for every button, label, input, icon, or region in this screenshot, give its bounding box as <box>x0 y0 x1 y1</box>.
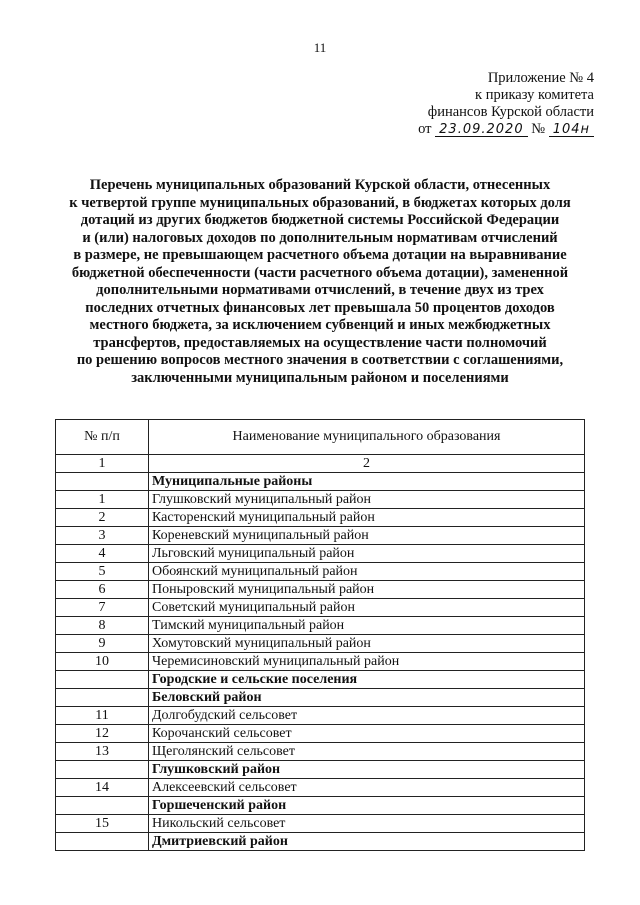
row-number: 6 <box>56 581 149 599</box>
row-number: 9 <box>56 635 149 653</box>
title-line: в размере, не превышающем расчетного объема дотации на выравнивание <box>73 247 567 263</box>
row-number <box>56 797 149 815</box>
title-line: заключенными муниципальным районом и поселениями <box>131 369 509 386</box>
row-number <box>56 689 149 707</box>
page-number: 11 <box>313 40 327 55</box>
table-row <box>56 635 585 653</box>
appendix-title: Приложение № 4 <box>487 70 594 86</box>
row-name: Муниципальные районы <box>149 473 585 491</box>
title-line: дотаций из других бюджетов бюджетной системы Российской Федерации <box>80 212 560 228</box>
title-line: бюджетной обеспеченности (части расчетного объема дотации), замененной <box>71 264 569 281</box>
title-line: местного бюджета, за исключением субвенций и иных межбюджетных <box>89 317 551 333</box>
title-line: по решению вопросов местного значения в соответствии с соглашениями, <box>76 352 564 368</box>
handwritten-date: 23.09.2020 <box>435 123 527 137</box>
table-row <box>56 743 585 761</box>
row-name: Городские и сельские поселения <box>149 671 585 689</box>
document-title <box>40 177 600 387</box>
row-number: 14 <box>56 779 149 797</box>
row-name: Льговский муниципальный район <box>149 545 585 563</box>
row-name: Долгобудский сельсовет <box>149 707 585 725</box>
row-number: 4 <box>56 545 149 563</box>
table-row <box>56 509 585 527</box>
row-number <box>56 671 149 689</box>
table-header-row <box>56 420 585 455</box>
row-number: 3 <box>56 527 149 545</box>
title-line: последних отчетных финансовых лет превышала 50 процентов доходов <box>85 299 555 316</box>
row-number: 1 <box>56 491 149 509</box>
column-index-row <box>56 455 585 473</box>
appendix-date-line <box>418 121 594 138</box>
row-number: 12 <box>56 725 149 743</box>
row-name: Глушковский район <box>149 761 585 779</box>
row-name: Горшеченский район <box>149 797 585 815</box>
table-row <box>56 779 585 797</box>
appendix-order-ref: к приказу комитета <box>475 87 594 103</box>
row-name: Кореневский муниципальный район <box>149 527 585 545</box>
title-line: Перечень муниципальных образований Курской области, отнесенных <box>89 177 551 193</box>
row-name: Алексеевский сельсовет <box>149 779 585 797</box>
table-row <box>56 599 585 617</box>
row-number: 11 <box>56 707 149 725</box>
row-number: 2 <box>56 509 149 527</box>
table-row <box>56 491 585 509</box>
row-number: 10 <box>56 653 149 671</box>
table-row <box>56 815 585 833</box>
row-name: Касторенский муниципальный район <box>149 509 585 527</box>
row-name: Корочанский сельсовет <box>149 725 585 743</box>
district-row <box>56 797 585 815</box>
row-name: Беловский район <box>149 689 585 707</box>
table-row <box>56 617 585 635</box>
municipalities-table <box>55 419 585 851</box>
row-name: Никольский сельсовет <box>149 815 585 833</box>
section-row <box>56 671 585 689</box>
index-cell-2: 2 <box>149 455 585 473</box>
row-number: 5 <box>56 563 149 581</box>
row-number <box>56 761 149 779</box>
handwritten-number: 104н <box>549 123 594 137</box>
date-prefix: от <box>418 121 432 137</box>
header-number: № п/п <box>56 420 149 455</box>
row-number: 7 <box>56 599 149 617</box>
row-name: Щеголянский сельсовет <box>149 743 585 761</box>
row-name: Глушковский муниципальный район <box>149 491 585 509</box>
district-row <box>56 689 585 707</box>
row-name: Хомутовский муниципальный район <box>149 635 585 653</box>
table-row <box>56 725 585 743</box>
row-name: Обоянский муниципальный район <box>149 563 585 581</box>
table-row <box>56 527 585 545</box>
table-row <box>56 707 585 725</box>
section-row <box>56 473 585 491</box>
row-number <box>56 833 149 851</box>
table-row <box>56 545 585 563</box>
row-name: Поныровский муниципальный район <box>149 581 585 599</box>
appendix-block <box>418 70 594 138</box>
table-row <box>56 581 585 599</box>
district-row <box>56 833 585 851</box>
district-row <box>56 761 585 779</box>
row-number: 13 <box>56 743 149 761</box>
row-number: 15 <box>56 815 149 833</box>
title-line: дополнительными нормативами отчислений, в течение двух из трех <box>96 282 544 298</box>
row-name: Дмитриевский район <box>149 833 585 851</box>
table-row <box>56 653 585 671</box>
number-prefix: № <box>531 121 546 137</box>
row-number: 8 <box>56 617 149 635</box>
header-name: Наименование муниципального образования <box>149 420 585 455</box>
title-line: трансфертов, предоставляемых на осуществление части полномочий <box>93 334 547 351</box>
row-name: Черемисиновский муниципальный район <box>149 653 585 671</box>
table-row <box>56 563 585 581</box>
row-name: Советский муниципальный район <box>149 599 585 617</box>
index-cell-1: 1 <box>56 455 149 473</box>
row-name: Тимский муниципальный район <box>149 617 585 635</box>
title-line: к четвертой группе муниципальных образований, в бюджетах которых доля <box>69 194 571 211</box>
appendix-committee: финансов Курской области <box>427 104 594 120</box>
row-number <box>56 473 149 491</box>
title-line: и (или) налоговых доходов по дополнительным нормативам отчислений <box>82 229 558 246</box>
